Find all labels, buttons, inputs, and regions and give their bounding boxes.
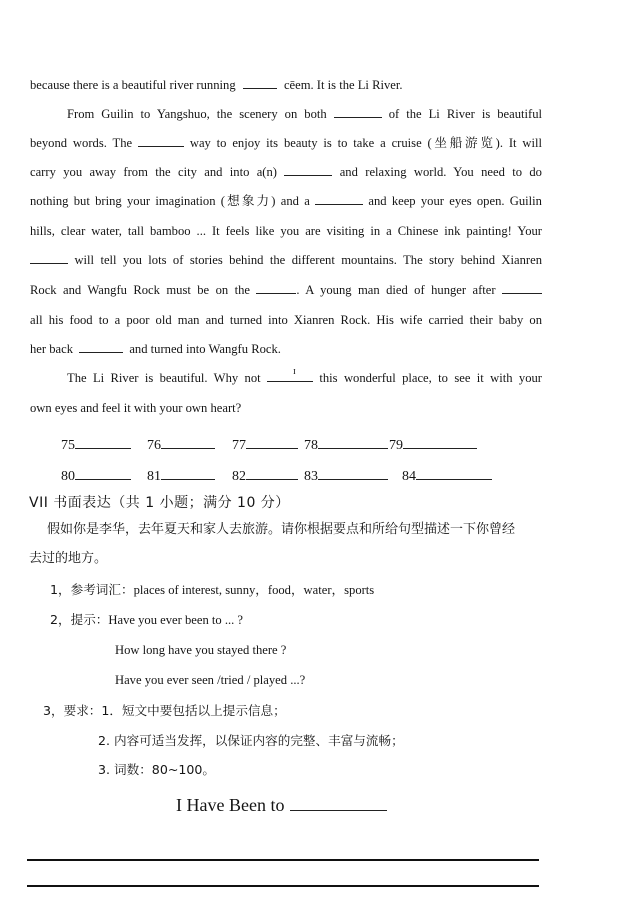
answer-blank: [318, 466, 388, 480]
item-1-label: 1，参考词汇：: [50, 582, 134, 597]
answer-blank: [243, 77, 277, 89]
passage-text: nothing but bring your imagination (想象力) and a: [30, 194, 310, 208]
passage-text: carry you away from the city and into a(n): [30, 165, 277, 179]
passage-text: beyond words. The: [30, 136, 133, 150]
item-3-req-3: 3. 词数：80~100。: [98, 762, 216, 777]
answer-blank: [315, 193, 363, 205]
answer-blank: [318, 435, 388, 449]
passage-line-8: [30, 282, 542, 298]
answer-number: 81: [147, 469, 161, 484]
passage-text: her back: [30, 342, 74, 356]
answer-blank: [284, 164, 332, 176]
title-blank: [290, 794, 387, 811]
passage-line-1: [30, 77, 542, 93]
item-2-hint-3: Have you ever seen /tried / played ...?: [115, 673, 306, 687]
passage-line-11: [67, 366, 542, 386]
passage-line-12: own eyes and feel it with your own heart?: [30, 401, 242, 415]
passage-text: and turned into Wangfu Rock.: [129, 342, 281, 356]
answer-blank: [161, 435, 215, 449]
answer-blank: [138, 135, 184, 147]
prompt-line-1: 假如你是李华，去年夏天和家人去旅游。请你根据要点和所给句型描述一下你曾经: [47, 522, 516, 537]
answer-slot: [232, 466, 298, 486]
passage-text: of the Li River is beautiful: [388, 107, 542, 121]
answer-number: 76: [147, 438, 161, 453]
answer-blank: [267, 366, 313, 382]
passage-text: will tell you lots of stories behind the different mountains. The story behind Xianren: [74, 253, 542, 267]
answer-blank: [246, 435, 298, 449]
section-heading: VII 书面表达（共 1 小题；满分 10 分）: [29, 495, 290, 511]
answer-row-1: [0, 435, 626, 455]
item-2: [50, 612, 243, 628]
answer-number: 77: [232, 438, 246, 453]
answer-slot: [304, 435, 388, 455]
passage-text: cēem. It is the Li River.: [283, 78, 403, 92]
answer-blank: [416, 466, 492, 480]
answer-blank: [246, 466, 298, 480]
item-2-hint-2: How long have you stayed there ?: [115, 643, 287, 657]
passage-line-9: all his food to a poor old man and turned into Xianren Rock. His wife carried their baby on: [30, 313, 542, 327]
writing-title-text: I Have Been to: [176, 795, 285, 815]
answer-slot: [402, 466, 492, 486]
writing-line: [27, 859, 539, 861]
passage-text: because there is a beautiful river running: [30, 78, 236, 92]
passage-text: way to enjoy its beauty is to take a cruise (坐船游览). It will: [189, 136, 543, 150]
passage-text: The Li River is beautiful. Why not: [67, 371, 261, 385]
answer-slot: [61, 466, 131, 486]
answer-blank: [75, 435, 131, 449]
passage-line-7: [30, 252, 542, 268]
item-1: [50, 582, 374, 598]
passage-text: Rock and Wangfu Rock must be on the: [30, 283, 250, 297]
answer-slot: [232, 435, 298, 455]
passage-text: this wonderful place, to see it with your: [319, 371, 542, 385]
answer-number: 83: [304, 469, 318, 484]
answer-blank: [334, 106, 382, 118]
answer-number: 78: [304, 438, 318, 453]
answer-number: 82: [232, 469, 246, 484]
writing-title: [176, 794, 387, 816]
passage-line-5: [30, 193, 542, 209]
answer-blank: [256, 282, 296, 294]
answer-slot: [61, 435, 131, 455]
passage-text: . A young man died of hunger after: [296, 283, 496, 297]
item-3: 3，要求：1．短文中要包括以上提示信息；: [43, 703, 286, 718]
passage-line-10: [30, 341, 542, 357]
answer-row-2: [0, 466, 626, 486]
passage-line-2: [67, 106, 542, 122]
passage-text: From Guilin to Yangshuo, the scenery on both: [67, 107, 327, 121]
answer-number: 80: [61, 469, 75, 484]
answer-blank: [75, 466, 131, 480]
item-2-hint-1: Have you ever been to ... ?: [108, 613, 244, 627]
passage-text: and relaxing world. You need to do: [339, 165, 542, 179]
item-2-label: 2，提示：: [50, 612, 109, 627]
answer-blank: [161, 466, 215, 480]
answer-number: 79: [389, 438, 403, 453]
answer-slot: [304, 466, 388, 486]
passage-line-4: [30, 164, 542, 180]
passage-text: and keep your eyes open. Guilin: [368, 194, 542, 208]
answer-slot: [389, 435, 477, 455]
stray-mark: ɪ: [293, 366, 296, 377]
prompt-line-2: 去过的地方。: [29, 551, 108, 566]
passage-line-6: hills, clear water, tall bamboo ... It feels like you are visiting in a Chinese ink painting! Your: [30, 224, 542, 238]
writing-line: [27, 885, 539, 887]
answer-slot: [147, 466, 215, 486]
item-1-text: places of interest, sunny，food，water，sports: [133, 583, 375, 597]
answer-slot: [147, 435, 215, 455]
answer-blank: [79, 341, 123, 353]
answer-number: 75: [61, 438, 75, 453]
item-3-req-2: 2. 内容可适当发挥，以保证内容的完整、丰富与流畅；: [98, 733, 404, 748]
answer-blank: [502, 282, 542, 294]
passage-line-3: [30, 135, 542, 151]
answer-blank: [30, 252, 68, 264]
answer-blank: [403, 435, 477, 449]
answer-number: 84: [402, 469, 416, 484]
